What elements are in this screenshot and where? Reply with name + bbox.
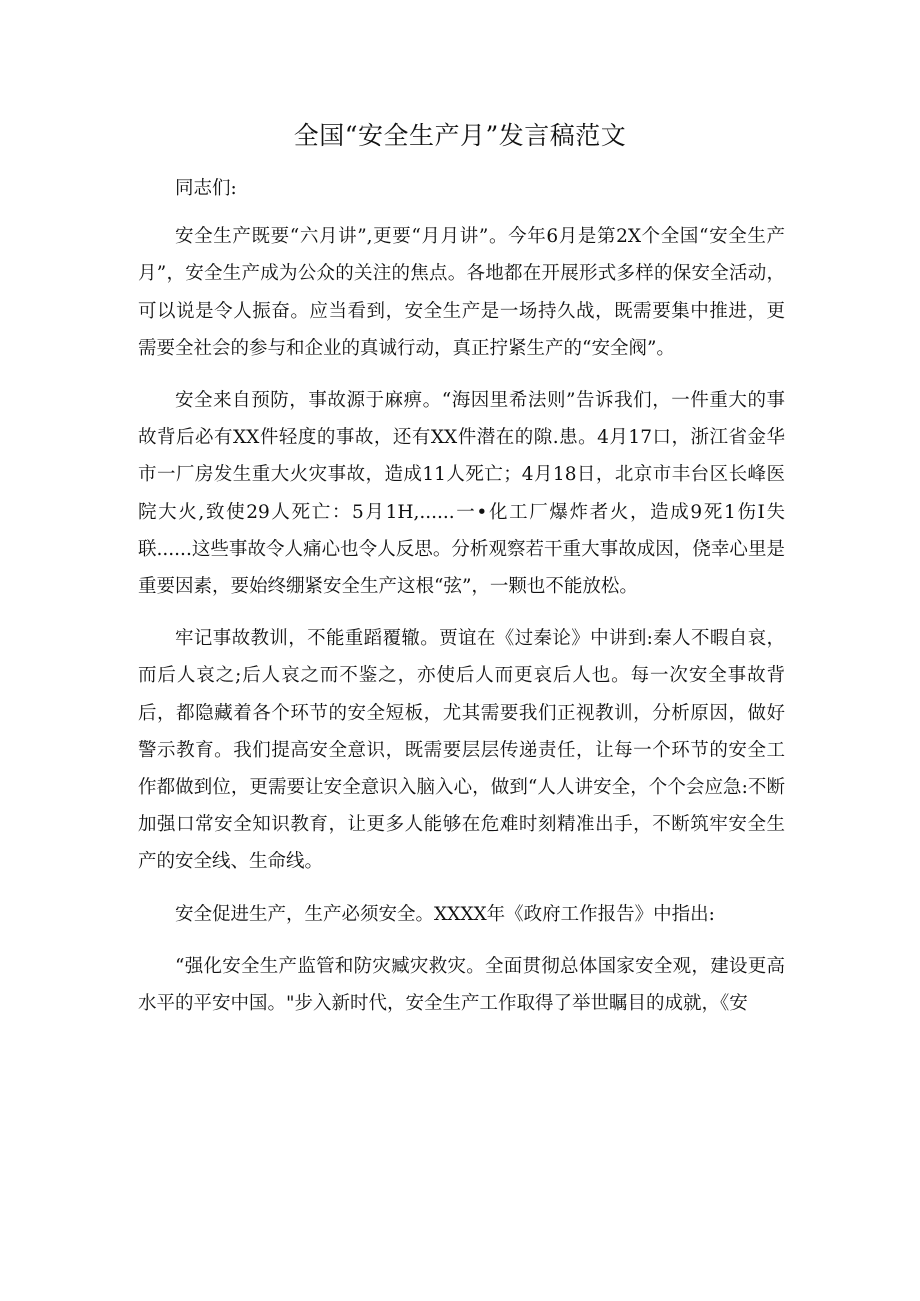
paragraph-4: 安全促进生产，生产必须安全。XXXX年《政府工作报告》中指出: — [175, 903, 715, 925]
paragraph-5: “强化安全生产监管和防灾臧灾救灾。全面贯彻总体国家安全观，建设更高水平的平安中国。"步入新时代，安全生产工作取得了举世瞩目的成就，《安 — [138, 955, 785, 1015]
paragraph-3: 牢记事故教训，不能重蹈覆辙。贾谊在《过秦论》中讲到:秦人不暇自哀，而后人哀之;后人哀之而不鉴之，亦使后人而更哀后人也。每一次安全事故背后，都隐藏着各个环节的安全短板，尤其需要我们正视教训，分析原因，做好警示教育。我们提高安全意识，既需要层层传递责任，让每一个环节的安全工作都做到位，更需要让安全意识入脑入心，做到“人人讲安全，个个会应急:不断加强口常安全知识教育，让更多人能够在危难时刻精准出手，不断筑牢安全生产的安全线、生命线。 — [138, 628, 785, 873]
document-title: 全国“安全生产月”发言稿范文 — [293, 121, 627, 150]
greeting-line: 同志们: — [175, 178, 237, 199]
paragraph-1: 安全生产既要“六月讲”,更要“月月讲”。今年6月是第2X个全国“安全生产月”，安全生产成为公众的关注的焦点。各地都在开展形式多样的保安全活动，可以说是令人振奋。应当看到，安全生产是一场持久战，既需要集中推进，更需要全社会的参与和企业的真诚行动，真正拧紧生产的“安全阀”。 — [138, 226, 785, 359]
paragraph-2: 安全来自预防，事故源于麻痹。“海因里希法则”告诉我们，一件重大的事故背后必有XX件轻度的事故，还有XX件潜在的隙.患。4月17口，浙江省金华市一厂房发生重大火灾事故，造成11人死亡；4月18日，北京市丰台区长峰医院大火,致使29人死亡：5月1H,......一•化工厂爆炸者火，造成9死1伤I失联......这些事故令人痛心也令人反思。分析观察若干重大事故成因，侥幸心里是重要因素，要始终绷紧安全生产这根“弦”，一颗也不能放松。 — [138, 390, 785, 598]
document-body — [138, 170, 785, 1037]
